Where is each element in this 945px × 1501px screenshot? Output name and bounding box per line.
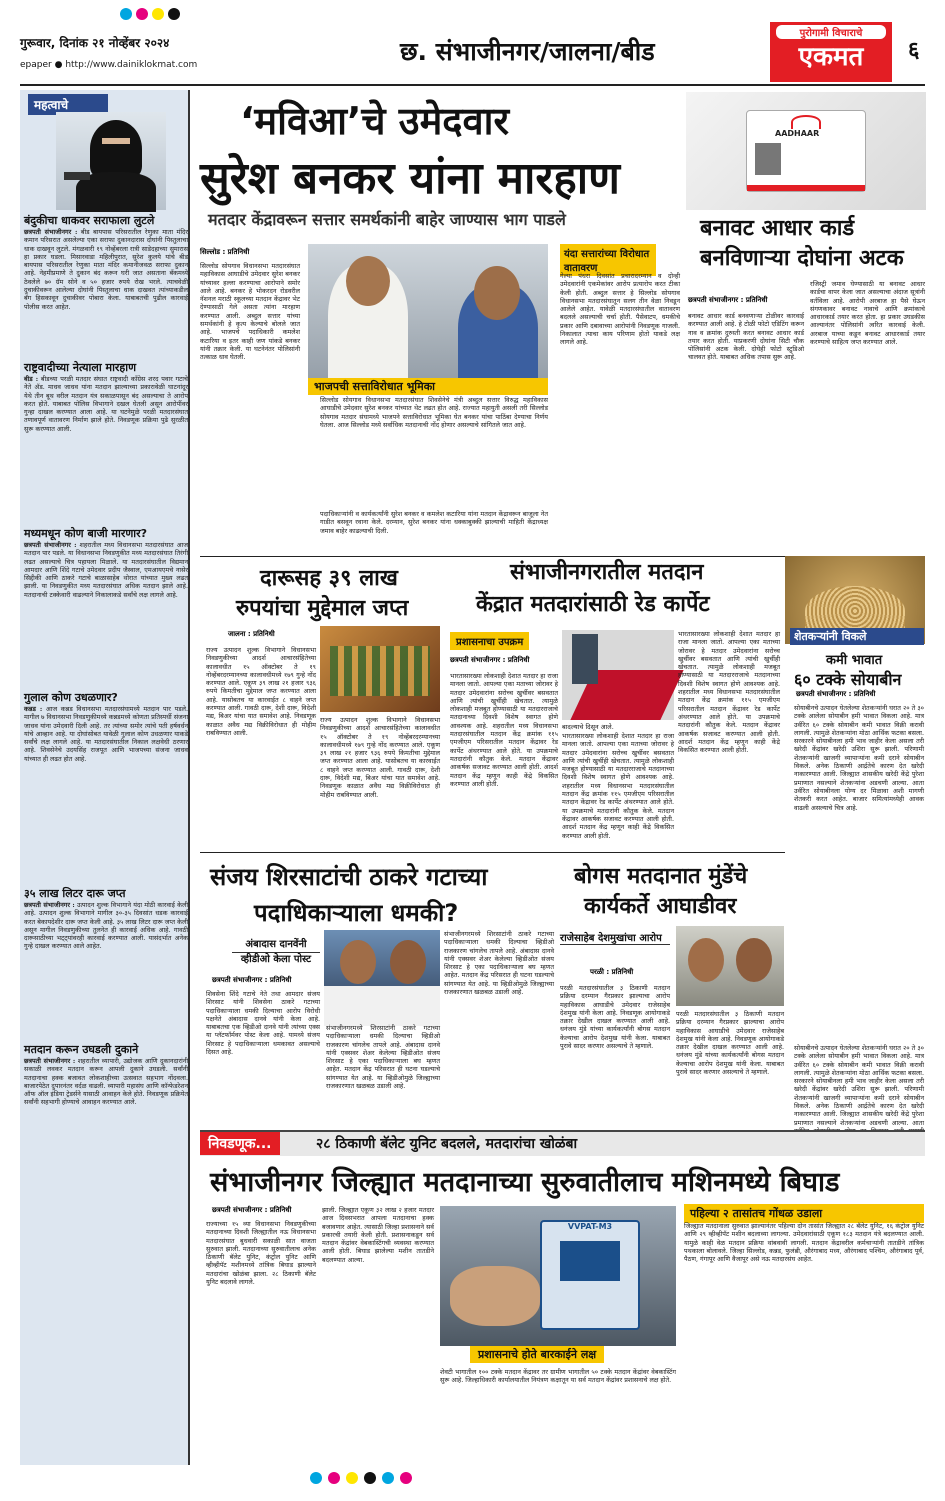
evm-side-text: जिल्ह्यात मतदानाला सुरुवात झाल्यानंतर पहिल्या दोन तासांत जिल्ह्यात २८ बॅलेट युनिट, १६ कंट्रोल युनिट आणि २९ व्हीव्हीपॅट मशीन बदलाव्या लागल्या. उमेदवारांसाठी एकूण १८३ मतदान यंत्रे बदलण्यात आली. यामुळे काही वेळ मतदान प्रक्रिया थांबवावी लागली. मतदान केंद्रावरील कर्मचाऱ्यांनी तातडीने तांत्रिक पथकाला बोलावले. जिल्हा सिल्लोड, कन्नड, फुलंब्री, औरंगाबाद मध्य, औरंगाबाद पश्चिम, औरंगाबाद पूर्व, पैठण, गंगापूर आणि वैजापूर असे नऊ मतदारसंघ आहेत. xyxy=(684,1222,924,1264)
sidebar-item-title: मध्यमधून कोण बाजी मारणार? xyxy=(24,527,148,540)
bogus-headline-2: कार्यकर्ते आघाडीवर xyxy=(584,894,737,919)
sidebar-item-title: मतदान करून उघडली दुकाने xyxy=(24,1043,139,1056)
official-hand xyxy=(450,1266,540,1326)
aadhaar-col-1: बनावट आधार कार्ड बनवणाऱ्या टोळीवर कारवाई करण्यात आली आहे. हे टोळी फोटो एडिटिंग करून नाव व क्रमांक दुरुस्ती करत बनावट आधार कार्ड तयार करत होती. याप्रकरणी दोघांना सिटी चौक पोलिसांनी अटक केली. दोघेही फोटो स्टुडिओ चालवत होते. याबाबत अधिक तपास सुरू आहे. xyxy=(688,312,804,362)
lead-headline-2: सुरेश बनकर यांना मारहाण xyxy=(200,153,620,204)
aadhaar-logo-icon xyxy=(791,115,821,129)
bogus-face-2 xyxy=(736,938,772,982)
site-url[interactable]: http://www.dainiklokmat.com xyxy=(65,60,198,70)
brand-logo: एकमत xyxy=(798,42,864,72)
aadhaar-headline: बनावट आधार कार्ड बनविणाऱ्या दोघांना अटक xyxy=(700,216,904,271)
sidebar-item-2 xyxy=(24,360,188,537)
sidebar-item-5 xyxy=(24,886,188,1051)
sidebar-item-title: ३५ लाख लिटर दारू जप्त xyxy=(24,887,126,900)
vvpat-window xyxy=(560,1241,620,1281)
liquor-headline-1: दारूसह ३९ लाख xyxy=(260,566,398,591)
lead-photo xyxy=(308,244,548,394)
aadhaar-card xyxy=(746,110,866,192)
redcarpet-text-3: भारतासारख्या लोकशाही देशात मतदार हा राजा मानला जातो. आपल्या एका मताच्या जोरावर हे मतदार उमेदवारांना सरोच्च खुर्चीवर बसवतात आणि त्यांची खुर्चीही खेचतात. त्यामुळे लोकशाही मजबूत होण्यासाठी या मतदारराजाचे मतदानाच्या दिवशी विशेष स्वागत होणे आवश्यक आहे. शहरातील मध्य विधानसभा मतदारसंघातील मतदान केंद्र क्रमांक ११५ एमजीएम परिसरातील मतदान केंद्रावर रेड कार्पेट अंथरण्यात आले होते. या उपक्रमाचे मतदारांनी कौतुक केले. मतदान केंद्रावर आकर्षक सजावट करण्यात आली होती. आदर्श मतदान केंद्र म्हणून काही केंद्रे विकसित करण्यात आली होती. xyxy=(678,630,780,755)
bottles-row xyxy=(330,646,430,696)
shirsat-face-2 xyxy=(390,940,426,984)
shirsat-text-2: संभाजीनगरमध्ये शिरसाटांनी ठाकरे गटाच्या पदाधिकाऱ्याला धमकी दिल्याचा व्हिडीओ राजकारण चांगलेच तापले आहे. अंबादास दानवे यांनी एक्सवर शेअर केलेल्या व्हिडीओत संजय शिरसाट हे एका पदाधिकाऱ्याला बघ म्हणत आहेत. मतदान केंद्र परिसरात ही घटना घडल्याचे सांगण्यात येत आहे. या व्हिडीओमुळे जिल्ह्याच्या राजकारणात खळबळ उडाली आहे. xyxy=(326,1024,440,1091)
sidebar-item-text: कन्नड : आज कन्नड विधानसभा मतदारसंघामध्ये मतदान पार पडले. मागील ७ विधानसभा निवडणुकीमध्ये कन्नडमध्ये कोणता प्रतिस्पर्धी संजना जाधव यांना उमेदवारी दिली आहे. तर त्यांच्या समोर त्यांचे पती हर्षवर्धन यांचे आव्हान आहे. या दोघांसोबत यावेळी गुलाल कोण उधळणार याकडे सर्वांचे लक्ष लागले आहे. या मतदारसंघातील निकाल लक्षवेधी ठरणार आहे. शिवसेनेचे उदयसिंह राजपूत आणि भाजपच्या संजना जाधव यांच्यात ही लढत होत आहे. xyxy=(24,705,188,763)
liquor-photo xyxy=(320,626,440,712)
redcarpet-tag: प्रशासनाचा उपक्रम xyxy=(450,632,529,650)
shirsat-headline-1: संजय शिरसाटांची ठाकरे गटाच्या xyxy=(210,863,488,891)
bogus-photo xyxy=(676,926,784,1006)
pistol-icon xyxy=(64,172,90,180)
shirsat-shirt xyxy=(324,986,440,1026)
sidebar-item-6 xyxy=(24,1042,188,1467)
evm-photo-text: शेवटी भागातील १०० टक्के मतदान केंद्रावर तर ग्रामीण भागातील ५० टक्के मतदान केंद्रांवर वेबकास्टिंग सुरू आहे. जिल्हाधिकारी कार्यालयातील नियंत्रण कक्षातून या सर्व मतदान केंद्रांवर प्रशासनाचे लक्ष होते. xyxy=(440,1368,676,1385)
shirsat-text-3: संभाजीनगरमध्ये शिरसाटांनी ठाकरे गटाच्या पदाधिकाऱ्याला धमकी दिल्याचा व्हिडीओ राजकारण चांगलेच तापले आहे. अंबादास दानवे यांनी एक्सवर शेअर केलेल्या व्हिडीओत संजय शिरसाट हे एका पदाधिकाऱ्याला बघ म्हणत आहेत. मतदान केंद्र परिसरात ही घटना घडल्याचे सांगण्यात येत आहे. या व्हिडीओमुळे जिल्ह्याच्या राजकारणात खळबळ उडाली आहे. xyxy=(444,930,554,997)
soybean-headline: ६० टक्के सोयाबीन xyxy=(794,670,902,689)
evm-text-2: झाली. जिल्ह्यात एकूण ३२ लाख २ हजार मतदार आज दिवसभरात आपला मतदानाचा हक्क बजावणार आहेत. त्यासाठी जिल्हा प्रशासनाने सर्व प्रकारची तयारी केली होती. प्रशासनाकडून सर्व मतदान केंद्रांवर वेबकास्टिंगची व्यवस्था करण्यात आली होती. बिघाड झालेल्या मशीन तातडीने बदलण्यात आल्या. xyxy=(322,1206,434,1264)
epaper-label: epaper xyxy=(20,60,52,70)
lead-subhead: मतदार केंद्रावरून सत्तार समर्थकांनी बाहेर जाण्यास भाग पाडले xyxy=(208,210,566,229)
registration-marks-top xyxy=(120,8,360,22)
evm-photo-caption: प्रशासनाचे होते बारकाईने लक्ष xyxy=(470,1346,604,1363)
bogus-byline: परळी : प्रतिनिधी xyxy=(590,968,634,976)
page-number: ६ xyxy=(908,38,920,63)
sidebar-item-3 xyxy=(24,526,188,701)
aadhaar-stripe xyxy=(747,185,865,191)
redcarpet-byline: छत्रपती संभाजीनगर : प्रतिनिधी xyxy=(450,656,530,664)
soybean-caption-2: कमी भावात xyxy=(826,653,883,668)
sidebar-item-text: छत्रपती संभाजीनगर : उत्पादन शुल्क विभागाने यंदा मोठी कारवाई केली आहे. उत्पादन शुल्क विभागाने मागील ३०-३५ दिवसांत धडक कारवाई करत बेकायदेशीर दारू जप्त केली आहे. ३५ लाख लिटर दारू जप्त केली असून मागील निवडणुकीच्या तुलनेत ही कारवाई अधिक आहे. गावठी दारूसाठीच्या भट्ट्यांवरही कारवाई करण्यात आली. यासंदर्भात अनेक गुन्हे दाखल करण्यात आले आहेत. xyxy=(24,901,188,951)
politician-2-face xyxy=(474,266,520,320)
sidebar-item-4 xyxy=(24,690,188,895)
lead-headline-1: ‘मविआ’चे उमेदवार xyxy=(240,99,509,143)
sidebox-title: यंदा सत्तारांच्या विरोधात वातावरण xyxy=(560,244,656,276)
evm-banner-label: निवडणूक... xyxy=(200,1132,280,1155)
soybean-text-2: सोयाबीनचे उत्पादन घेतलेल्या शेतकऱ्यांनी घरात २० ते ३० टक्के आलेला सोयाबीन हमी भावात विकला आहे. मात्र उर्वरित ६० टक्के सोयाबीन कमी भावात विक्री करावी लागली. त्यामुळे शेतकऱ्यांना मोठा आर्थिक फटका बसला. सरकारने सोयाबीनला हमी भाव जाहीर केला असला तरी खरेदी केंद्रांवर खरेदी उशिरा सुरू झाली. परिणामी शेतकऱ्यांनी खाजगी व्यापाऱ्यांना कमी दराने सोयाबीन विकले. अनेक ठिकाणी आर्द्रतेचे कारण देत खरेदी नाकारण्यात आली. जिल्ह्यात शासकीय खरेदी केंद्रे पुरेशा प्रमाणात नसल्याने शेतकऱ्यांना अडचणी आल्या. आता xyxy=(794,1044,924,1127)
lead-bottom-text: पदाधिकाऱ्यांनी व कार्यकर्त्यांनी सुरेश बनकर व कमलेश कटारिया यांना मतदान केंद्रावरून बाजूला नेत गाडीत बसवून रवाना केले. दरम्यान, सुरेश बनकर यांना धक्काबुक्की झाल्याची माहिती केंद्राध्यक्ष जमाव बाहेर काढल्याची दिली. xyxy=(320,510,548,535)
evm-byline: छत्रपती संभाजीनगर : प्रतिनिधी xyxy=(212,1206,292,1214)
politician-1-face xyxy=(346,256,390,306)
redcarpet-text-2: भारतासारख्या लोकशाही देशात मतदार हा राजा मानला जातो. आपल्या एका मताच्या जोरावर हे मतदार उमेदवारांना सरोच्च खुर्चीवर बसवतात आणि त्यांची खुर्चीही खेचतात. त्यामुळे लोकशाही मजबूत होण्यासाठी या मतदारराजाचे मतदानाच्या दिवशी विशेष स्वागत होणे आवश्यक आहे. शहरातील मध्य विधानसभा मतदारसंघातील मतदान केंद्र क्रमांक ११५ एमजीएम परिसरातील मतदान केंद्रावर रेड कार्पेट अंथरण्यात आले होते. या उपक्रमाचे मतदारांनी कौतुक केले. मतदान केंद्रावर आकर्षक सजावट करण्यात आली होती. आदर्श मतदान केंद्र म्हणून काही केंद्रे विकसित करण्यात आली होती. xyxy=(562,732,674,840)
liquor-text-2: राज्य उत्पादन शुल्क विभागाने विधानसभा निवडणुकीच्या आदर्श आचारसंहितेच्या कालावधीत १५ ऑक्टोबर ते १९ नोव्हेंबरदरम्यानच्या कालावधीमध्ये १७९ गुन्हे नोंद करण्यात आले. एकूण ३९ लाख २१ हजार ९३६ रुपये किमतीचा मुद्देमाल जप्त करण्यात आला आहे. यासोबतच या कारवाईत ८ वाहने जप्त करण्यात आली. गावठी दारू, देशी दारू, विदेशी मद्य, बिअर यांचा यात समावेश आहे. निवडणूक काळात अवैध मद्य विक्रीविरोधात ही मोहीम राबविण्यात आली. xyxy=(320,716,440,799)
shirsat-tag-line-2: व्हीडीओ केला पोस्ट xyxy=(232,952,320,967)
aadhaar-byline: छत्रपती संभाजीनगर : प्रतिनिधी xyxy=(688,296,768,304)
soybean-text: सोयाबीनचे उत्पादन घेतलेल्या शेतकऱ्यांनी घरात २० ते ३० टक्के आलेला सोयाबीन हमी भावात विकला आहे. मात्र उर्वरित ६० टक्के सोयाबीन कमी भावात विक्री करावी लागली. त्यामुळे शेतकऱ्यांना मोठा आर्थिक फटका बसला. सरकारने सोयाबीनला हमी भाव जाहीर केला असला तरी खरेदी केंद्रांवर खरेदी उशिरा सुरू झाली. परिणामी शेतकऱ्यांनी खाजगी व्यापाऱ्यांना कमी दराने सोयाबीन विकले. अनेक ठिकाणी आर्द्रतेचे कारण देत खरेदी नाकारण्यात आली. जिल्ह्यात शासकीय खरेदी केंद्रे पुरेशा प्रमाणात नसल्याने शेतकऱ्यांना अडचणी आल्या. आता उर्वरित सोयाबीनला योग्य दर मिळावा अशी मागणी शेतकरी करत आहेत. बाजार समित्यांमध्येही आवक वाढली असल्याचे चित्र आहे. xyxy=(794,704,924,812)
lead-photo-caption: भाजपची सत्ताविरोधात भूमिका xyxy=(308,378,548,395)
shirsat-tag-line-1: अंबादास दानवेंनी xyxy=(245,939,307,950)
sidebar-item-text: छत्रपती संभाजीनगर : शहरातील मध्य विधानसभा मतदारसंघात आज मतदान पार पडले. या विधानसभा निवडणुकीत मध्य मतदारसंघात तिरंगी लढत असल्याचे चित्र पहायला मिळाले. या मतदारसंघातील विद्यमान आमदार आणि शिंदे गटाचे उमेदवार प्रदीप जैस्वाल, एमआयएमचे नासेर सिद्दीकी आणि ठाकरे गटाचे बाळासाहेब थोरात यांच्यात मुख्य लढत झाली. या निवडणुकीत मध्य मतदारसंघात अधिक मतदान झाले आहे. मतदानाची टक्केवारी वाढल्याने निकालाकडे सर्वांचे लक्ष लागले आहे. xyxy=(24,541,188,599)
doorway xyxy=(572,634,598,684)
evm-banner-subtitle: २८ ठिकाणी बॅलेट युनिट बदलले, मतदारांचा खोळंबा xyxy=(316,1136,578,1152)
masked-man-figure xyxy=(90,120,142,178)
sidebar-item-text: छत्रपती संभाजीनगर : बीड बायपास परिसरातील रेणुका माता मंदिर कमान परिसरात असलेल्या एका सराफा दुकानदारास दोघांनी पिस्तुलाचा धाक दाखवून लुटले. मंगळवारी १९ नोव्हेंबरला रात्री साडेदहाच्या सुमारास हा प्रकार घडला. मिसारवाडा महिलीपुरात, सुरेश कुलये यांचे बीड बायपास परिसरातील रेणुका माता मंदिर कमानीजवळ सराफा दुकान आहे. नेहमीप्रमाणे ते दुकान बंद करून घरी जात असताना बँकमध्ये ठेवलेले ७० ग्रॅम सोने व ५० हजार रुपये रोख भरले. त्याचवेळी दुचाकीवरून आलेल्या दोघांनी पिस्तुलाचा धाक दाखवत त्यांच्याकडील बॅग हिसकावून दुचाकीवर पोबारा केला. याबाबतची पुढील कारवाई पोलीस करत आहेत. xyxy=(24,228,188,311)
masked-man-eyes xyxy=(102,138,130,144)
vvpat-machine xyxy=(540,1220,640,1330)
sidebar-item-title: गुलाल कोण उधळणार? xyxy=(24,691,118,704)
bogus-tag: राजेसाहेब देशमुखांचा आरोप xyxy=(560,930,670,945)
masthead-url-row xyxy=(20,60,197,70)
lead-photo-text: सिल्लोड सोयगाव विधानसभा मतदारसंघात शिवसेनेचे मंत्री अब्दुल सत्तार विरुद्ध महाविकास आघाडीचे उमेदवार सुरेश बनकर यांच्यात थेट लढत होत आहे. राज्यात महायुती असली तरी सिल्लोड सोयगाव मतदार संघामध्ये भाजपने सत्ताविरोधात भूमिका घेत बनकर यांचा पाठिंबा देण्याचा निर्णय घेतला. आज सिल्लोड मध्ये सर्वाधिक मतदानाची नोंद होणार असल्याचे सांगितले जात आहे. xyxy=(320,396,548,429)
aadhaar-label: AADHAAR xyxy=(775,129,820,138)
shirsat-face-1 xyxy=(340,940,376,984)
registration-marks-bottom xyxy=(310,1472,640,1486)
evm-side-title: पहिल्या २ तासांतच गोंधळ उडाला xyxy=(684,1204,924,1223)
redcarpet-photo xyxy=(562,630,674,720)
vvpat-label: VVPAT-M3 xyxy=(567,1222,613,1231)
aadhaar-col-2: रजिस्ट्री जमाव घेण्यासाठी या बनावट आधार कार्डचा वापर केला जात असल्याचा अंदाज सूत्रांनी वर्तविला आहे. आरोपी अरबाज हा पैसे घेऊन संगणकावर बनावट नावाचे आणि क्रमांकाचे आधारकार्ड तयार करत होता. हा प्रकार उघडकीस आल्यानंतर पोलिसांनी त्वरित कारवाई केली. अरबाज याच्या कडून बनावट आधारकार्ड तयार करण्याचे साहित्य जप्त करण्यात आले. xyxy=(810,280,925,347)
redcarpet-headline-2: केंद्रात मतदारांसाठी रेड कार्पेट xyxy=(476,592,710,617)
redcarpet-headline-1: संभाजीनगरातील मतदान xyxy=(510,560,704,585)
bogus-face-1 xyxy=(688,938,724,982)
liquor-text: राज्य उत्पादन शुल्क विभागाने विधानसभा निवडणुकीच्या आदर्श आचारसंहितेच्या कालावधीत १५ ऑक्टोबर ते १९ नोव्हेंबरदरम्यानच्या कालावधीमध्ये १७९ गुन्हे नोंद करण्यात आले. एकूण ३९ लाख २१ हजार ९३६ रुपये किमतीचा मुद्देमाल जप्त करण्यात आला आहे. यासोबतच या कारवाईत ८ वाहने जप्त करण्यात आली. गावठी दारू, देशी दारू, विदेशी मद्य, बिअर यांचा यात समावेश आहे. निवडणूक काळात अवैध मद्य विक्रीविरोधात ही मोहीम राबविण्यात आली. xyxy=(206,646,316,737)
section-rule-2 xyxy=(200,852,785,853)
bogus-text-2: परळी मतदारसंघातील ३ ठिकाणी मतदान प्रक्रिया दरम्यान गैरप्रकार झाल्याचा आरोप महाविकास आघाडीचे उमेदवार राजेसाहेब देशमुख यांनी केला आहे. निवडणूक आयोगाकडे तक्रार देखील दाखल करण्यात आली आहे. धनंजय मुंडे यांच्या कार्यकर्त्यांनी बोगस मतदान केल्याचा आरोप देशमुख यांनी केला. याबाबत पुरावे सादर करणार असल्याचे ते म्हणाले. xyxy=(676,1010,784,1077)
evm-headline: संभाजीनगर जिल्ह्यात मतदानाच्या सुरुवातीलाच मशिनमध्ये बिघाड xyxy=(210,1167,840,1198)
shirsat-tag xyxy=(232,938,320,967)
redcarpet-photo-caption: बादल्याचे दिसून आले. xyxy=(562,723,614,731)
masthead-date: गुरूवार, दिनांक २१ नोव्हेंबर २०२४ xyxy=(20,36,170,50)
liquor-byline: जालना : प्रतिनिधी xyxy=(228,630,275,638)
evm-photo xyxy=(440,1206,676,1346)
bogus-headline-1: बोगस मतदानात मुंडेंचे xyxy=(574,864,748,889)
section-title: छ. संभाजीनगर/जालना/बीड xyxy=(400,37,655,66)
soybean-caption-1: शेतकऱ्यांनी विकले xyxy=(790,628,924,645)
brand-box xyxy=(770,22,892,82)
lead-byline: सिल्लोड : प्रतिनिधी xyxy=(200,248,250,256)
globe-icon: ● xyxy=(54,60,63,70)
sidebox-text: गेल्या पंधरा दिवसांत प्रचारादरम्यान व दोन्ही उमेदवारांनी एकमेकांवर आरोप प्रत्यारोप करत टीका केली होती. अब्दुल सत्तार हे सिल्लोड सोयगाव विधानसभा मतदारसंघातून सलग तीन वेळा निवडून आलेले आहेत. यावेळी मतदारसंघातील वातावरण बदलले असल्याची चर्चा होती. पैसेवाटप, धमकीचे प्रकार आणि दबावाच्या आरोपांनी निवडणूक गाजली. निकालात त्याचा काय परिणाम होतो याकडे लक्ष लागले आहे. xyxy=(560,272,680,347)
brand-tagline: पुरोगामी विचाराचे xyxy=(776,25,886,39)
bogus-text: परळी मतदारसंघातील ३ ठिकाणी मतदान प्रक्रिया दरम्यान गैरप्रकार झाल्याचा आरोप महाविकास आघाडीचे उमेदवार राजेसाहेब देशमुख यांनी केला आहे. निवडणूक आयोगाकडे तक्रार देखील दाखल करण्यात आली आहे. धनंजय मुंडे यांच्या कार्यकर्त्यांनी बोगस मतदान केल्याचा आरोप देशमुख यांनी केला. याबाबत पुरावे सादर करणार असल्याचे ते म्हणाले. xyxy=(560,984,670,1051)
aadhaar-photo xyxy=(686,92,926,210)
soybean-byline: छत्रपती संभाजीनगर : प्रतिनिधी xyxy=(796,690,876,698)
masthead-rule xyxy=(20,84,925,86)
sidebar-item-title: राष्ट्रवादीच्या नेत्याला मारहाण xyxy=(24,361,137,374)
liquor-headline-2: रुपयांचा मुद्देमाल जप्त xyxy=(236,596,409,621)
aadhaar-holder-photo xyxy=(755,143,781,175)
sidebar-photo-masked-man xyxy=(56,112,166,210)
sidebar-heading: महत्वाचे xyxy=(28,94,108,115)
sidebar-item-title: बंदुकीचा धाकवर सराफाला लुटले xyxy=(24,214,155,227)
sidebar-item-1 xyxy=(24,213,188,364)
evm-text-1: राज्याच्या १५ व्या विधानसभा निवडणुकीच्या मतदानाच्या दिवशी जिल्ह्यातील नऊ विधानसभा मतदारसंघात बुधवारी सकाळी सात वाजता सुरुवात झाली. मतदानाच्या सुरुवातीलाच अनेक ठिकाणी बॅलेट युनिट, कंट्रोल युनिट आणि व्हीव्हीपॅट मशीनमध्ये तांत्रिक बिघाड झाल्याने मतदारांचा खोळंबा झाला. २८ ठिकाणी बॅलेट युनिट बदलावे लागले. xyxy=(206,1220,316,1287)
shirsat-text-1: शिवसेना शिंदे गटाचे नेते तथा आमदार संजय शिरसाट यांनी शिवसेना ठाकरे गटाच्या पदाधिकाऱ्याला धमकी दिल्याचा आरोप विरोधी पक्षनेते अंबादास दानवे यांनी केला आहे. याबाबतचा एक व्हिडीओ दानवे यांनी त्यांच्या एक्स या प्लॅटफॉर्मवर पोस्ट केला आहे. यामध्ये संजय शिरसाट हे पदाधिकाऱ्याला धमकावत असल्याचे दिसत आहे. xyxy=(206,990,320,1057)
lead-col-1: सिल्लोड सोयगाव विधानसभा मतदारसंघात महाविकास आघाडीचे उमेदवार सुरेश बनकर यांच्यावर हल्ला करण्याचा आरोपाने समोर आले आहे. बनकर हे भोकरदन रोडवरील नॅशनल मराठी स्कूलच्या मतदान केंद्रावर भेट देण्यासाठी गेले असता त्यांना मारहाण करण्यात आली. अब्दुल सत्तार यांच्या समर्थकांनी हे कृत्य केल्याचे बोलले जात आहे. भाजपचे पदाधिकारी कमलेश कटारिया व इतर काही जण यांकडे बनकर यांनी तक्रार केली. या घटनेनंतर पोलिसांनी तत्काळ धाव घेतली. xyxy=(200,262,300,362)
shirsat-photo xyxy=(324,930,440,1022)
shirsat-headline-2: पदाधिकाऱ्याला धमकी? xyxy=(254,899,459,927)
sidebar-item-text: छत्रपती संभाजीनगर : शहरातील व्यापारी, उद्योजक आणि दुकानदारांनी सकाळी लवकर मतदान करून आपली दुकाने उघडली. सर्वांनी मतदानाचा हक्क बजावत लोकशाहीच्या उत्सवात सहभाग नोंदवला. बाजारपेठेत दुपारनंतर वर्दळ वाढली. व्यापारी महासंघ आणि कॉन्फेडरेशन ऑफ ऑल इंडिया ट्रेडर्सने यासाठी आवाहन केले होते. निवडणूक प्रक्रियेत सर्वांनी सहभागी होण्याचे आवाहन करण्यात आले. xyxy=(24,1057,188,1107)
shirsat-byline: छत्रपती संभाजीनगर : प्रतिनिधी xyxy=(212,976,292,984)
redcarpet-text: भारतासारख्या लोकशाही देशात मतदार हा राजा मानला जातो. आपल्या एका मताच्या जोरावर हे मतदार उमेदवारांना सरोच्च खुर्चीवर बसवतात आणि त्यांची खुर्चीही खेचतात. त्यामुळे लोकशाही मजबूत होण्यासाठी या मतदारराजाचे मतदानाच्या दिवशी विशेष स्वागत होणे आवश्यक आहे. शहरातील मध्य विधानसभा मतदारसंघातील मतदान केंद्र क्रमांक ११५ एमजीएम परिसरातील मतदान केंद्रावर रेड कार्पेट अंथरण्यात आले होते. या उपक्रमाचे मतदारांनी कौतुक केले. मतदान केंद्रावर आकर्षक सजावट करण्यात आली होती. आदर्श मतदान केंद्र म्हणून काही केंद्रे विकसित करण्यात आली होती. xyxy=(450,672,558,788)
sidebar-item-text: बीड : बीडच्या परळी मतदार संघात राष्ट्रवादी काँग्रेस शरद पवार गटाचे नेते ॲड. माधव जाधव यांना मतदान झाल्याच्या प्रकारावेळी घाटनांदूर येथे तीन बूथ वरील मतदान यंत्र सकाळपासून बंद असल्याचा ते आरोप करत होते. याबाबत पोलिस विभागाने दखल घेतली असून आरोपींवर गुन्हा दाखल करण्यात आला आहे. या घटनेमुळे परळी मतदारसंघात तणावपूर्ण वातावरण निर्माण झाले होते. निवडणूक प्रक्रिया पुढे सुरळीत सुरू करण्यात आली. xyxy=(24,375,188,433)
